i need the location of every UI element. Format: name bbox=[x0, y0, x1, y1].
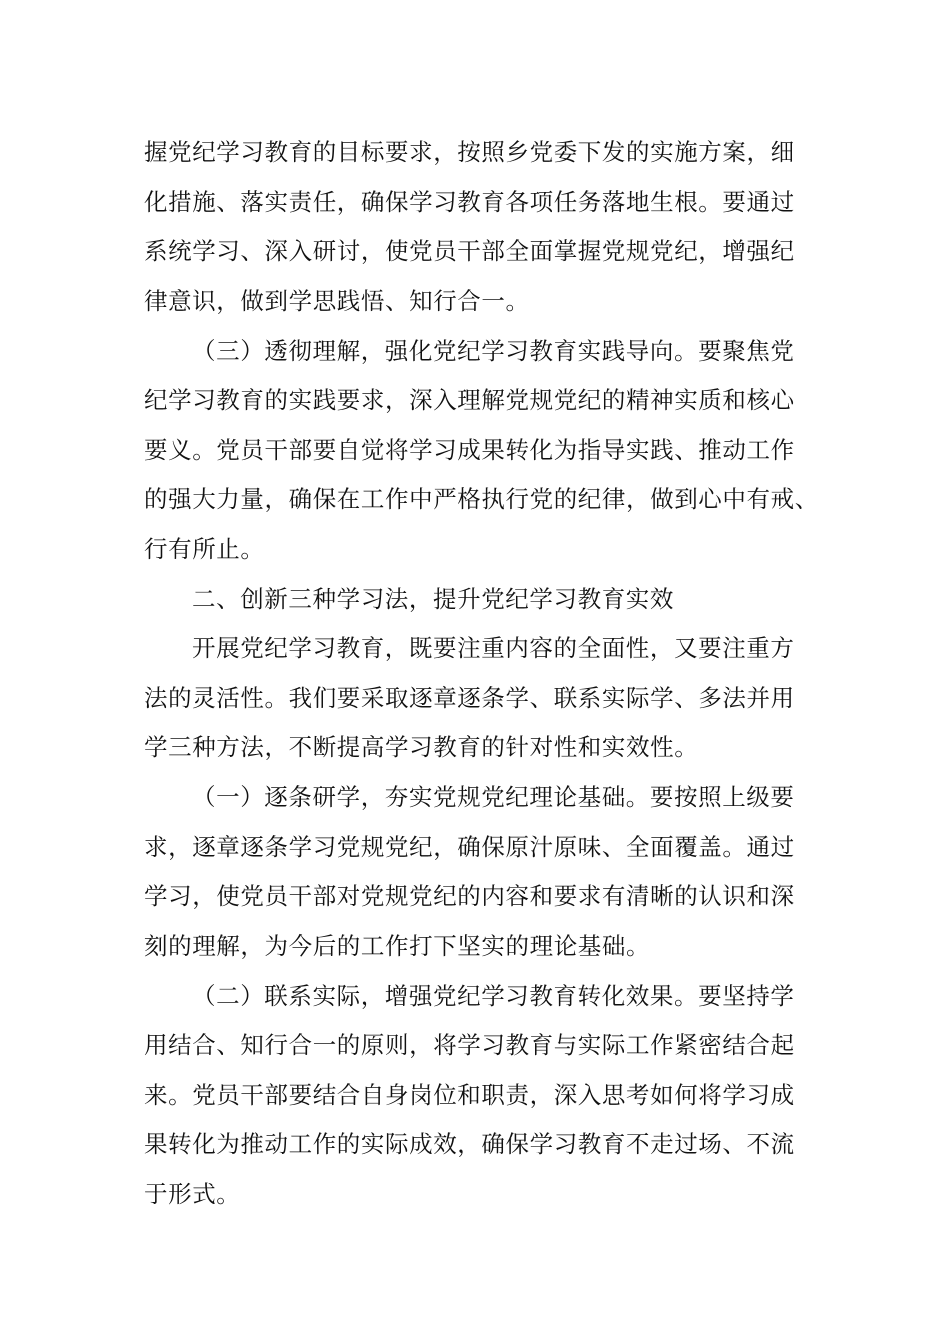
text-line: 法的灵活性。我们要采取逐章逐条学、联系实际学、多法并用 bbox=[144, 684, 795, 712]
text-line: 化措施、落实责任，确保学习教育各项任务落地生根。要通过 bbox=[144, 188, 795, 216]
text-line: 律意识，做到学思践悟、知行合一。 bbox=[144, 287, 530, 315]
text-line: 于形式。 bbox=[144, 1180, 241, 1208]
text-line: 系统学习、深入研讨，使党员干部全面掌握党规党纪，增强纪 bbox=[144, 237, 795, 265]
text-line: 开展党纪学习教育，既要注重内容的全面性，又要注重方 bbox=[192, 634, 795, 662]
text-line: 求，逐章逐条学习党规党纪，确保原汁原味、全面覆盖。通过 bbox=[144, 833, 795, 861]
text-line: 纪学习教育的实践要求，深入理解党规党纪的精神实质和核心 bbox=[144, 386, 795, 414]
text-line: 握党纪学习教育的目标要求，按照乡党委下发的实施方案，细 bbox=[144, 138, 795, 166]
text-line: 学三种方法，不断提高学习教育的针对性和实效性。 bbox=[144, 733, 699, 761]
section-heading: 二、创新三种学习法，提升党纪学习教育实效 bbox=[192, 585, 674, 613]
subheading-line: （三）透彻理解，强化党纪学习教育实践导向。要聚焦党 bbox=[192, 337, 795, 365]
text-line: 来。党员干部要结合自身岗位和职责，深入思考如何将学习成 bbox=[144, 1081, 795, 1109]
text-line: 果转化为推动工作的实际成效，确保学习教育不走过场、不流 bbox=[144, 1130, 795, 1158]
text-line: 行有所止。 bbox=[144, 535, 265, 563]
text-line: 要义。党员干部要自觉将学习成果转化为指导实践、推动工作 bbox=[144, 436, 795, 464]
text-line: 的强大力量，确保在工作中严格执行党的纪律，做到心中有戒、 bbox=[144, 485, 819, 513]
subheading-line: （一）逐条研学，夯实党规党纪理论基础。要按照上级要 bbox=[192, 783, 795, 811]
text-line: 学习，使党员干部对党规党纪的内容和要求有清晰的认识和深 bbox=[144, 882, 795, 910]
text-line: 用结合、知行合一的原则，将学习教育与实际工作紧密结合起 bbox=[144, 1031, 795, 1059]
text-line: 刻的理解，为今后的工作打下坚实的理论基础。 bbox=[144, 932, 651, 960]
subheading-line: （二）联系实际，增强党纪学习教育转化效果。要坚持学 bbox=[192, 982, 795, 1010]
